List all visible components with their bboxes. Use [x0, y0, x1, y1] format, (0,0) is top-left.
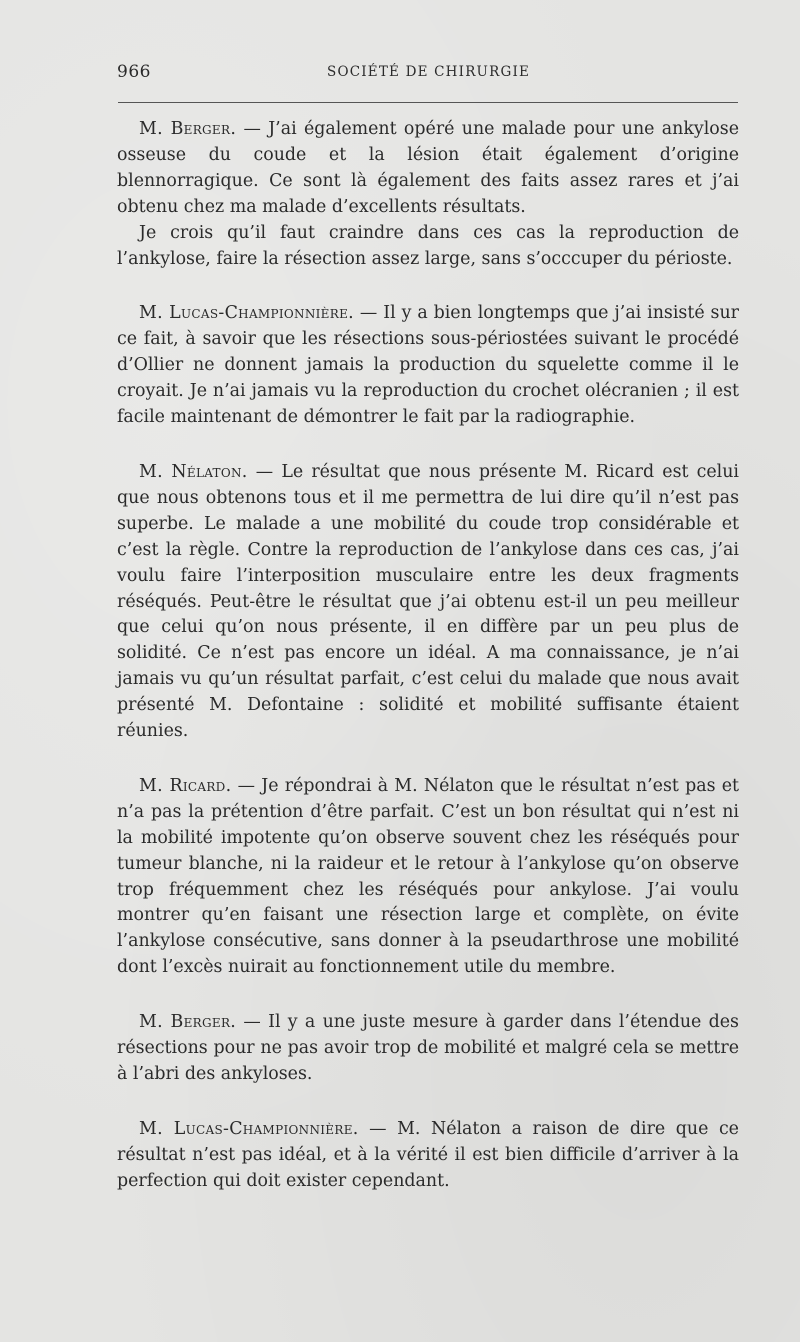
paragraph-text: — Je répondrai à M. Nélaton que le résultat n’est pas et n’a pas la prétention d’être parfait. C’est un bon résultat qui n’est ni la mobilité impotente qu’on observe souvent chez les réséqués pour tumeur blanche, ni la raideur et le retour à l’ankylose qu’on observe trop fréquemment chez les réséqués pour ankylose. J’ai voulu montrer qu’en faisant une résection large et complète, on évite l’ankylose consécutive, sans donner à la pseudarthrose une mobilité dont l’excès nuirait au fonctionnement utile du membre.: [117, 775, 739, 978]
paragraph-nelaton: [117, 460, 739, 745]
paragraph-text: — Il y a bien longtemps que j’ai insisté sur ce fait, à savoir que les résections sous-périostées suivant le procédé d’Ollier ne donnent jamais la production du squelette comme il le croyait. Je n’ai jamais vu la reproduction du crochet olécranien ; il est facile maintenant de démontrer le fait par la radiographie.: [117, 303, 739, 428]
paragraph-text: — Le résultat que nous présente M. Ricard est celui que nous obtenons tous et il me permettra de lui dire qu’il n’est pas superbe. Le malade a une mobilité du coude trop considérable et c’est la règle. Contre la reproduction de l’ankylose dans ces cas, j’ai voulu faire l’interposition musculaire entre les deux fragments réséqués. Peut-être le résultat que j’ai obtenu est-il un peu meilleur que celui qu’on nous présente, il en diffère par un peu plus de solidité. Ce n’est pas encore un idéal. A ma connaissance, je n’ai jamais vu qu’un résultat parfait, c’est celui du malade que nous avait présenté M. Defontaine : solidité et mobilité suffisante étaient réunies.: [117, 461, 739, 742]
speaker-name: M. Lucas-Championnière.: [139, 303, 354, 324]
paragraph-lucas-championniere-2: [117, 1117, 739, 1195]
paragraph-berger-1: [117, 117, 739, 221]
speaker-name: M. Berger.: [139, 119, 237, 139]
paragraph-text: — M. Nélaton a raison de dire que ce résultat n’est pas idéal, et à la vérité il est bien difficile d’arriver à la perfection qui doit exister cependant.: [117, 1118, 739, 1191]
running-head: [117, 62, 737, 86]
paragraph-text: — Il y a une juste mesure à garder dans l’étendue des résections pour ne pas avoir trop de mobilité et malgré cela se mettre à l’abri des ankyloses.: [117, 1012, 739, 1084]
paragraph-berger-1-continued: [117, 221, 739, 273]
paragraph-lucas-championniere-1: [117, 301, 739, 431]
paragraph-berger-2: [117, 1010, 739, 1088]
paragraph-text: — J’ai également opéré une malade pour une ankylose osseuse du coude et la lésion était également d’origine blennorragique. Ce sont là également des faits assez rares et j’ai obtenu chez ma malade d’excellents résultats.: [117, 119, 739, 217]
speaker-name: M. Berger.: [139, 1012, 237, 1033]
running-title: SOCIÉTÉ DE CHIRURGIE: [327, 64, 531, 80]
header-rule: [118, 102, 738, 103]
page-number: 966: [117, 62, 151, 82]
speaker-name: M. Nélaton.: [139, 461, 248, 482]
speaker-name: M. Lucas-Championnière.: [139, 1118, 359, 1139]
body-text: [117, 117, 739, 1224]
speaker-name: M. Ricard.: [139, 775, 232, 796]
paragraph-ricard: [117, 774, 739, 981]
paragraph-text: Je crois qu’il faut craindre dans ces cas la reproduction de l’ankylose, faire la résection assez large, sans s’occcuper du périoste.: [117, 222, 739, 269]
